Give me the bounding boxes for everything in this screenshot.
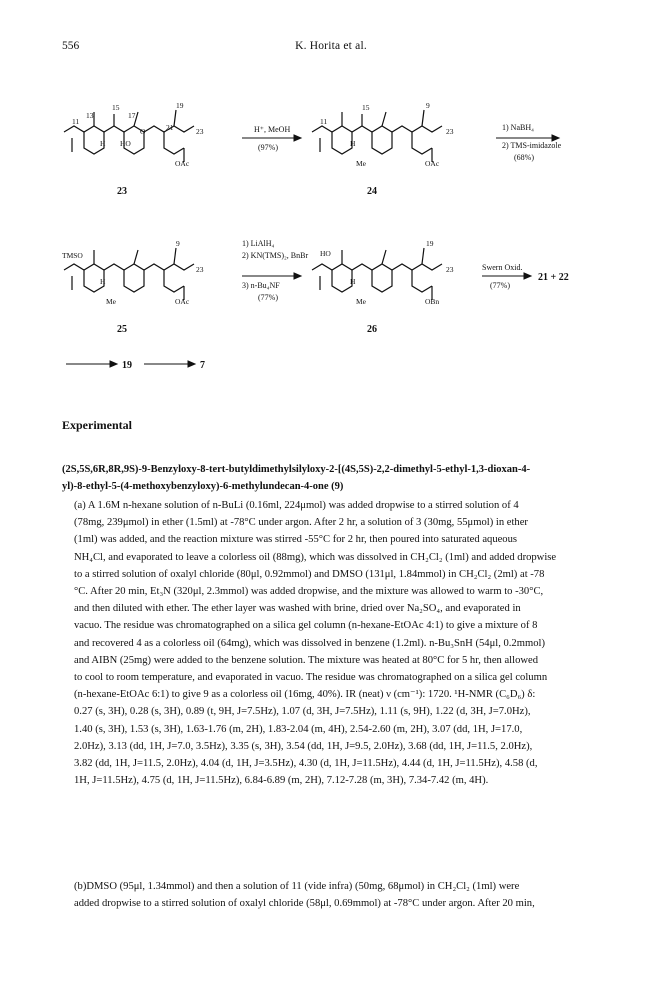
yield-step4: (77%) [490,281,510,290]
atom-label-obn: OBn [425,297,440,306]
reagent-nabh4: 1) NaBH₄ [502,123,534,132]
paragraph-line: °C. After 20 min, Et₃N (320μl, 2.3mmol) was added dropwise, and the mixture was allowed to warm to -30°C, [74,586,544,598]
locant: 11 [320,117,328,126]
paragraph-line: 3.82 (dd, 1H, J=11.5, 2.0Hz), 4.04 (d, 1H, J=3.5Hz), 4.30 (d, 1H, J=11.5Hz), 4.44 (d, 1H, J=11.5Hz), 4.58 (d, [74,758,538,770]
atom-label-h: H [350,277,356,286]
locant: 9 [426,101,430,110]
locant: 9 [176,239,180,248]
atom-label-h: H [350,139,356,148]
atom-label-h: H [100,139,106,148]
atom-label-me: Me [356,297,366,306]
compound-title [62,461,610,495]
compound-label-26: 26 [367,324,377,335]
paragraph-line: 0.27 (s, 3H), 0.28 (s, 3H), 0.89 (t, 9H, J=7.5Hz), 1.07 (d, 3H, J=7.5Hz), 1.11 (s, 9H), 1.22 (d, 3H, J=7.0Hz), [74,706,531,718]
atom-label-oac: OAc [175,159,190,168]
locant: 21 [166,123,174,132]
sequence-from: 19 [122,360,132,371]
locant: 23 [446,127,454,136]
paragraph-line: (n-hexane-EtOAc 6:1) to give 9 as a colorless oil (16mg, 40%). IR (neat) ν (cm⁻¹): 1720. ¹H-NMR (C₆D₆) δ: [74,689,536,701]
compound-label-25: 25 [117,324,127,335]
locant: 15 [362,103,370,112]
compound-title-line: yl)-8-ethyl-5-(4-methoxybenzyloxy)-6-methylundecan-4-one (9) [62,481,344,492]
reaction-scheme [62,90,582,380]
paragraph-line: 1.40 (s, 3H), 1.53 (s, 3H), 1.63-1.76 (m, 2H), 1.83-2.04 (m, 4H), 2.54-2.60 (m, 2H), 3.07 (dd, 1H, J=17.0, [74,723,523,735]
locant: 11 [72,117,80,126]
page-number: 556 [62,40,80,52]
paragraph-line: vacuo. The residue was chromatographed on a silica gel column (n-hexane-EtOAc 4:1) to give a mixture of 8 [74,620,538,632]
atom-label-tmso: TMSO [62,251,83,260]
atom-label-me: Me [106,297,116,306]
paragraph-line: (78mg, 239μmol) in ether (1.5ml) at -78°C under argon. After 2 hr, a solution of 3 (30mg, 55μmol) in ether [74,517,528,529]
yield-step2: (68%) [514,153,534,162]
page-header [62,40,600,56]
paragraph-line: and recovered 4 as a colorless oil (64mg), which was dissolved in benzene (1.2ml). n-Bu₃SnH (54μl, 0.2mmol) [74,637,545,649]
atom-label-o: O [140,127,146,136]
product-label: 21 + 22 [538,272,569,283]
reagent-swern: Swern Oxid. [482,263,523,272]
paragraph-line: 1H, J=11.5Hz), 4.75 (d, 1H, J=11.5Hz), 6.84-6.89 (m, 2H), 7.12-7.28 (m, 3H), 7.34-7.42 (m, 4H). [74,775,489,787]
paragraph-line: (a) A 1.6M n-hexane solution of n-BuLi (0.16ml, 224μmol) was added dropwise to a stirred solution of 4 [74,500,519,511]
structure-26 [312,248,442,300]
compound-title-line: (2S,5S,6R,8R,9S)-9-Benzyloxy-8-tert-butyldimethylsilyloxy-2-[(4S,5S)-2,2-dimethyl-5-ethyl-1,3-dioxan-4- [62,464,531,475]
procedure-paragraph-a [62,497,610,789]
structure-25 [64,248,194,300]
section-title: Experimental [62,418,132,432]
locant: 23 [446,265,454,274]
compound-label-24: 24 [367,186,377,197]
paragraph-line: 2.0Hz), 3.13 (dd, 1H, J=7.0, 3.5Hz), 3.35 (s, 3H), 3.54 (dd, 1H, J=9.5, 2.0Hz), 3.68 (dd, 1H, J=11.5, 2.0Hz), [74,740,533,752]
locant: 13 [86,111,94,120]
paragraph-line: to cool to room temperature, and evaporated in vacuo. The residue was chromatographed on a silica gel column [74,672,548,684]
paragraph-line: (1ml) was added, and the reaction mixture was stirred -55°C for 2 hr, then poured into saturated aqueous [74,534,518,546]
locant: 23 [196,127,204,136]
atom-label-ho: HO [120,139,131,148]
atom-label-oac: OAc [425,159,440,168]
locant: 15 [112,103,120,112]
paragraph-line: and then diluted with ether. The ether layer was washed with brine, dried over Na₂SO₄, and evaporated in [74,603,521,615]
yield-step3: (77%) [258,293,278,302]
paragraph-line: NH₄Cl, and evaporated to leave a colorless oil (88mg), which was dissolved in CH₂Cl₂ (1ml) and added dropwise [74,551,557,563]
compound-label-23: 23 [117,186,127,197]
atom-label-h: H [100,277,106,286]
locant: 19 [426,239,434,248]
locant: 23 [196,265,204,274]
reagent-kn-tms: 2) KN(TMS)₂, BnBr [242,251,309,260]
reagent-lialh4: 1) LiAlH₄ [242,239,275,248]
paragraph-line: and AIBN (25mg) were added to the benzene solution. The mixture was heated at 80°C for 5 hr, then allowed [74,654,539,666]
paragraph-line: (b)DMSO (95μl, 1.34mmol) and then a solution of 11 (vide infra) (50mg, 68μmol) in CH₂Cl₂ (1ml) were [74,881,520,892]
atom-label-ho: HO [320,249,331,258]
yield-step1: (97%) [258,143,278,152]
procedure-paragraph-b [62,878,610,912]
reagent-tbaf: 3) n-Bu₄NF [242,281,280,290]
atom-label-me: Me [356,159,366,168]
reagent-tms-imidazole: 2) TMS-imidazole [502,141,562,150]
locant: 17 [128,111,136,120]
paragraph-line: added dropwise to a stirred solution of oxalyl chloride (58μl, 0.69mmol) at -78°C under argon. After 20 min, [74,898,535,910]
locant: 19 [176,101,184,110]
atom-label-oac: OAc [175,297,190,306]
paragraph-line: to a stirred solution of oxalyl chloride (80μl, 0.92mmol) and DMSO (131μl, 1.84mmol) in CH₂Cl₂ (2ml) at -78 [74,568,545,580]
reagent-acid: H⁺, MeOH [254,125,291,134]
structure-24 [312,110,442,162]
sequence-to: 7 [200,360,205,371]
running-head: K. Horita et al. [295,40,367,52]
